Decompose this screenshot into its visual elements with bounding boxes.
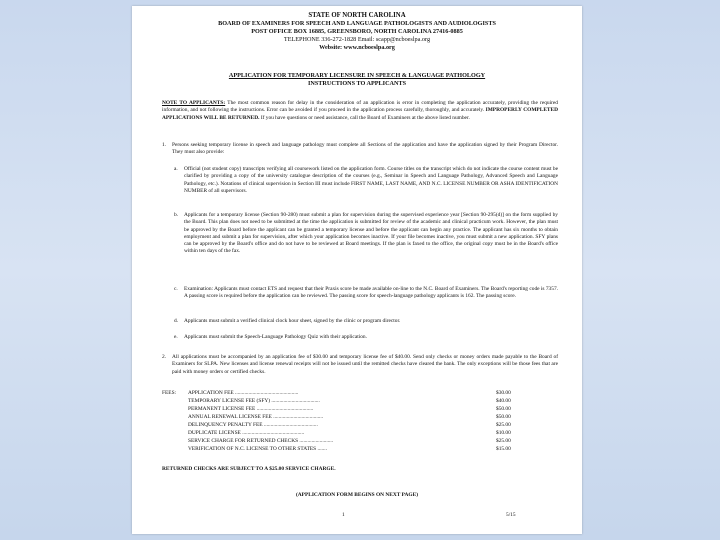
board-heading: BOARD OF EXAMINERS FOR SPEECH AND LANGUAGE PATHOLOGISTS AND AUDIOLOGISTS [218, 20, 496, 27]
document-subtitle: INSTRUCTIONS TO APPLICANTS [307, 80, 407, 87]
fee-label: VERIFICATION OF N.C. LICENSE TO OTHER STATES ....... [188, 446, 327, 452]
item2-number: 2. [162, 354, 167, 360]
document-title: APPLICATION FOR TEMPORARY LICENSURE IN SPEECH & LANGUAGE PATHOLOGY [228, 72, 486, 79]
note-label: NOTE TO APPLICANTS: [162, 100, 226, 106]
fee-row [188, 430, 518, 438]
item-a-text: Official (not student copy) transcripts verifying all coursework listed on the application form. Course titles on the transcript which do not indicate the course content must be clarified by providing a copy of the university catalogue description of the courses (e.g., Seminar in Speech and Language Pathology, Advanced Speech and Language Pathology, etc.). Notations of clinical supervision in Section III must include FIRST NAME, LAST NAME, AND N.C. LICENSE NUMBER OR ASHA IDENTIFICATION NUMBER of all supervisors. [184, 166, 558, 194]
fee-label: DUPLICATE LICENSE .............................................. [188, 430, 305, 436]
fee-amount: $25.00 [496, 438, 511, 444]
item-a-label: a. [174, 166, 178, 172]
fee-label: APPLICATION FEE ............................................... [188, 390, 299, 396]
board-website: Website: www.ncboeslpa.org [319, 44, 395, 51]
fee-amount: $50.00 [496, 406, 511, 412]
fee-row [188, 446, 518, 454]
item-d-label: d. [174, 318, 179, 324]
item1-text: Persons seeking temporary license in speech and language pathology must complete all Sections of the application and have the application signed by their Program Director. They must also provide: [172, 142, 558, 156]
fee-amount: $15.00 [496, 446, 511, 452]
fee-amount: $40.00 [496, 398, 511, 404]
board-contact: TELEPHONE 336-272-1828 Email: scapp@ncboeslpa.org [283, 36, 431, 43]
next-page-notice: (APPLICATION FORM BEGINS ON NEXT PAGE) [295, 492, 419, 498]
document-page [132, 6, 582, 534]
note-text: The most common reason for delay in the consideration of an application is error in completing the application accurately, providing the required information, and not following the instructions. Error can be avoided if you proceed in the application process carefully, thoroughly, and accurately. [162, 100, 558, 114]
board-address: POST OFFICE BOX 16885, GREENSBORO, NORTH CAROLINA 27416-0885 [251, 28, 463, 35]
state-heading: STATE OF NORTH CAROLINA [308, 12, 406, 19]
fee-row [188, 414, 518, 422]
fee-row [188, 438, 518, 446]
item-b-label: b. [174, 212, 179, 218]
page-number: 1 [342, 512, 345, 518]
fee-label: SERVICE CHARGE FOR RETURNED CHECKS ......................... [188, 438, 334, 444]
fee-row [188, 390, 518, 398]
fee-label: PERMANENT LICENSE FEE .......................................... [188, 406, 314, 412]
fee-label: DELINQUENCY PENALTY FEE ........................................ [188, 422, 318, 428]
note-paragraph [162, 100, 558, 122]
item-c-label: c. [174, 286, 178, 292]
fee-amount: $25.00 [496, 422, 511, 428]
returned-checks-notice: RETURNED CHECKS ARE SUBJECT TO A $25.00 SERVICE CHARGE. [162, 466, 336, 472]
item-b-text: Applicants for a temporary license (Section 90-280) must submit a plan for supervision during the supervised experience year [Section 90-295(d)] on the form supplied by the Board. This plan does not need to be submitted at the time the application is submitted for review of the academic and clinical practicum work. However, the plan must be approved by the Board before the applicant can be granted a temporary license and before the applicant can begin any practice. The applicant has six months to obtain employment and submit a plan for supervision, after which your application becomes inactive. If your file becomes inactive, you must submit a new application. SFY plans can be approved by the Board's office and do not have to be reviewed at Board meetings. If the plan is faxed to the office, the original copy must be in the Board's office within ten days of the fax. [184, 212, 558, 255]
note-tail: If you have questions or need assistance, call the Board of Examiners at the above listed number. [260, 114, 470, 121]
item-e-text: Applicants must submit the Speech-Language Pathology Quiz with their application. [184, 334, 367, 340]
item-e-label: e. [174, 334, 178, 340]
note-warning: IMPROPERLY COMPLETED APPLICATIONS WILL BE RETURNED. [162, 107, 558, 121]
item1-number: 1. [162, 142, 167, 148]
fee-row [188, 406, 518, 414]
fee-label: TEMPORARY LICENSE FEE (SFY) .................................... [188, 398, 320, 404]
item2-text: All applications must be accompanied by an application fee of $30.00 and temporary license fee of $40.00. Send only checks or money orders made payable to the Board of Examiners for SLPA. New licenses and license renewal receipts will not be issued until the remitted checks have cleared the bank. The only exceptions will be those fees that are paid with money orders or certified checks. [172, 354, 558, 375]
item-c-text: Examination: Applicants must contact ETS and request that their Praxis score be made available on-line to the N.C. Board of Examiners. The Board's reporting code is 7357. A passing score is required before the application can be reviewed. The passing score for speech-language pathology applicants is 162. The passing score. [184, 286, 558, 300]
fee-row [188, 398, 518, 406]
fee-amount: $50.00 [496, 414, 511, 420]
fee-label: ANNUAL RENEWAL LICENSE FEE ..................................... [188, 414, 324, 420]
fee-amount: $30.00 [496, 390, 511, 396]
fee-amount: $10.00 [496, 430, 511, 436]
revision-date: 5/15 [506, 512, 516, 518]
fee-row [188, 422, 518, 430]
fees-heading: FEES: [162, 390, 177, 396]
item-d-text: Applicants must submit a verified clinical clock hour sheet, signed by the clinic or program director. [184, 318, 401, 324]
